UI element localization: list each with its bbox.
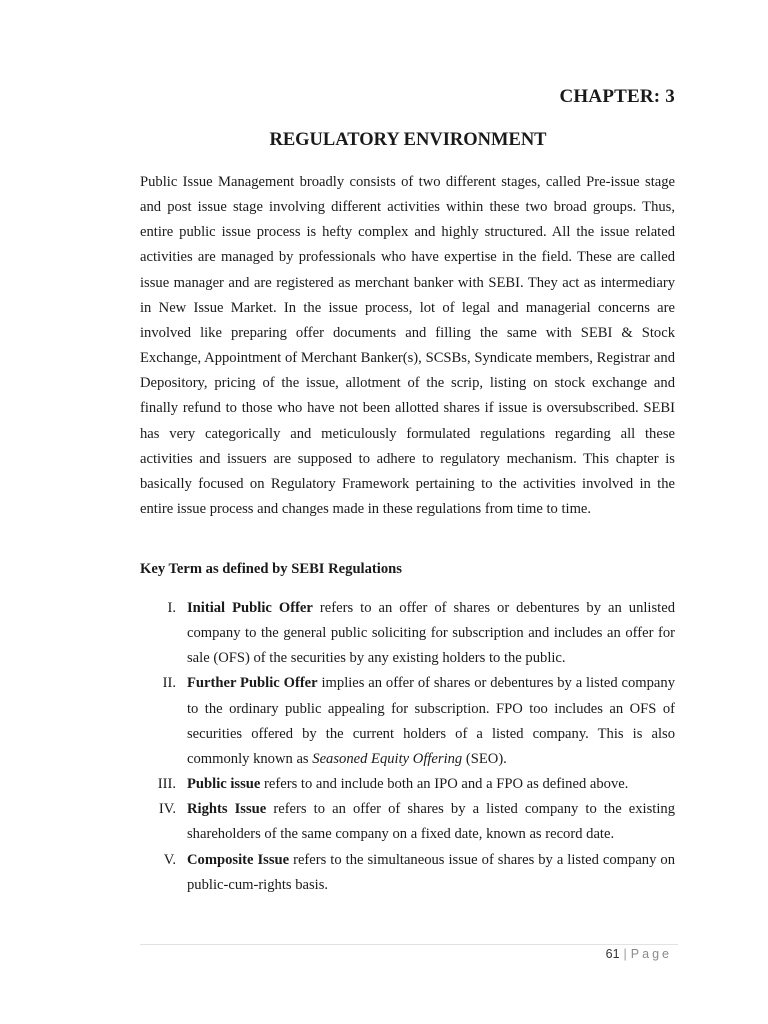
footer-separator: | xyxy=(623,947,627,961)
term-name: Further Public Offer xyxy=(187,675,318,692)
term-numeral: II. xyxy=(162,675,176,692)
term-definition: refers to an offer of shares or debentures by an unlisted company to the general public soliciting for subscription and includes an offer for sale (OFS) of the securities by any existing holders to the public. xyxy=(187,600,675,667)
term-numeral: IV. xyxy=(158,801,176,818)
term-definition: refers to an offer of shares by a listed company to the existing shareholders of the same company on a fixed date, known as record date. xyxy=(187,801,675,843)
term-item-fpo xyxy=(140,671,675,772)
term-numeral: V. xyxy=(163,851,176,868)
term-item-ipo xyxy=(140,596,675,671)
term-name: Rights Issue xyxy=(187,801,267,818)
term-definition: refers to and include both an IPO and a FPO as defined above. xyxy=(260,776,629,793)
page-footer xyxy=(606,947,672,961)
footer-divider xyxy=(140,944,678,945)
term-definition: implies an offer of shares or debentures by a listed company to the ordinary public appealing for subscription. FPO too includes an OFS of securities offered by the current holders of a listed company. This is also commonly known as xyxy=(187,675,675,767)
term-numeral: III. xyxy=(157,776,176,793)
intro-paragraph: Public Issue Management broadly consists of two different stages, called Pre-issue stage and post issue stage involving different activities within these two broad groups. Thus, entire public issue process is hefty complex and highly structured. All the issue related activities are managed by professionals who have expertise in the field. These are called issue manager and are registered as merchant banker with SEBI. They act as intermediary in New Issue Market. In the issue process, lot of legal and managerial concerns are involved like preparing offer documents and filling the same with SEBI & Stock Exchange, Appointment of Merchant Banker(s), SCSBs, Syndicate members, Registrar and Depository, pricing of the issue, allotment of the scrip, listing on stock exchange and finally refund to those who have not been allotted shares if issue is oversubscribed. SEBI has very categorically and meticulously formulated regulations regarding all these activities and issuers are supposed to adhere to regulatory mechanism. This chapter is basically focused on Regulatory Framework pertaining to the activities involved in the entire issue process and changes made in these regulations from time to time. xyxy=(140,174,675,518)
term-italic: Seasoned Equity Offering xyxy=(312,750,463,767)
page-number: 61 xyxy=(605,947,620,961)
page-label: Page xyxy=(630,947,672,961)
chapter-label: CHAPTER: 3 xyxy=(559,86,675,107)
term-name: Initial Public Offer xyxy=(187,600,313,616)
key-terms-heading: Key Term as defined by SEBI Regulations xyxy=(140,561,402,577)
term-definition-end: (SEO). xyxy=(462,750,507,767)
key-terms-list xyxy=(140,596,675,898)
term-name: Composite Issue xyxy=(187,851,290,868)
page-title: REGULATORY ENVIRONMENT xyxy=(269,130,547,150)
term-item-rights-issue xyxy=(140,797,675,847)
term-name: Public issue xyxy=(187,776,261,793)
term-item-composite-issue xyxy=(140,848,675,898)
term-numeral: I. xyxy=(167,600,176,616)
term-definition: refers to the simultaneous issue of shares by a listed company on public-cum-rights basis. xyxy=(187,851,675,893)
term-item-public-issue xyxy=(140,772,675,797)
